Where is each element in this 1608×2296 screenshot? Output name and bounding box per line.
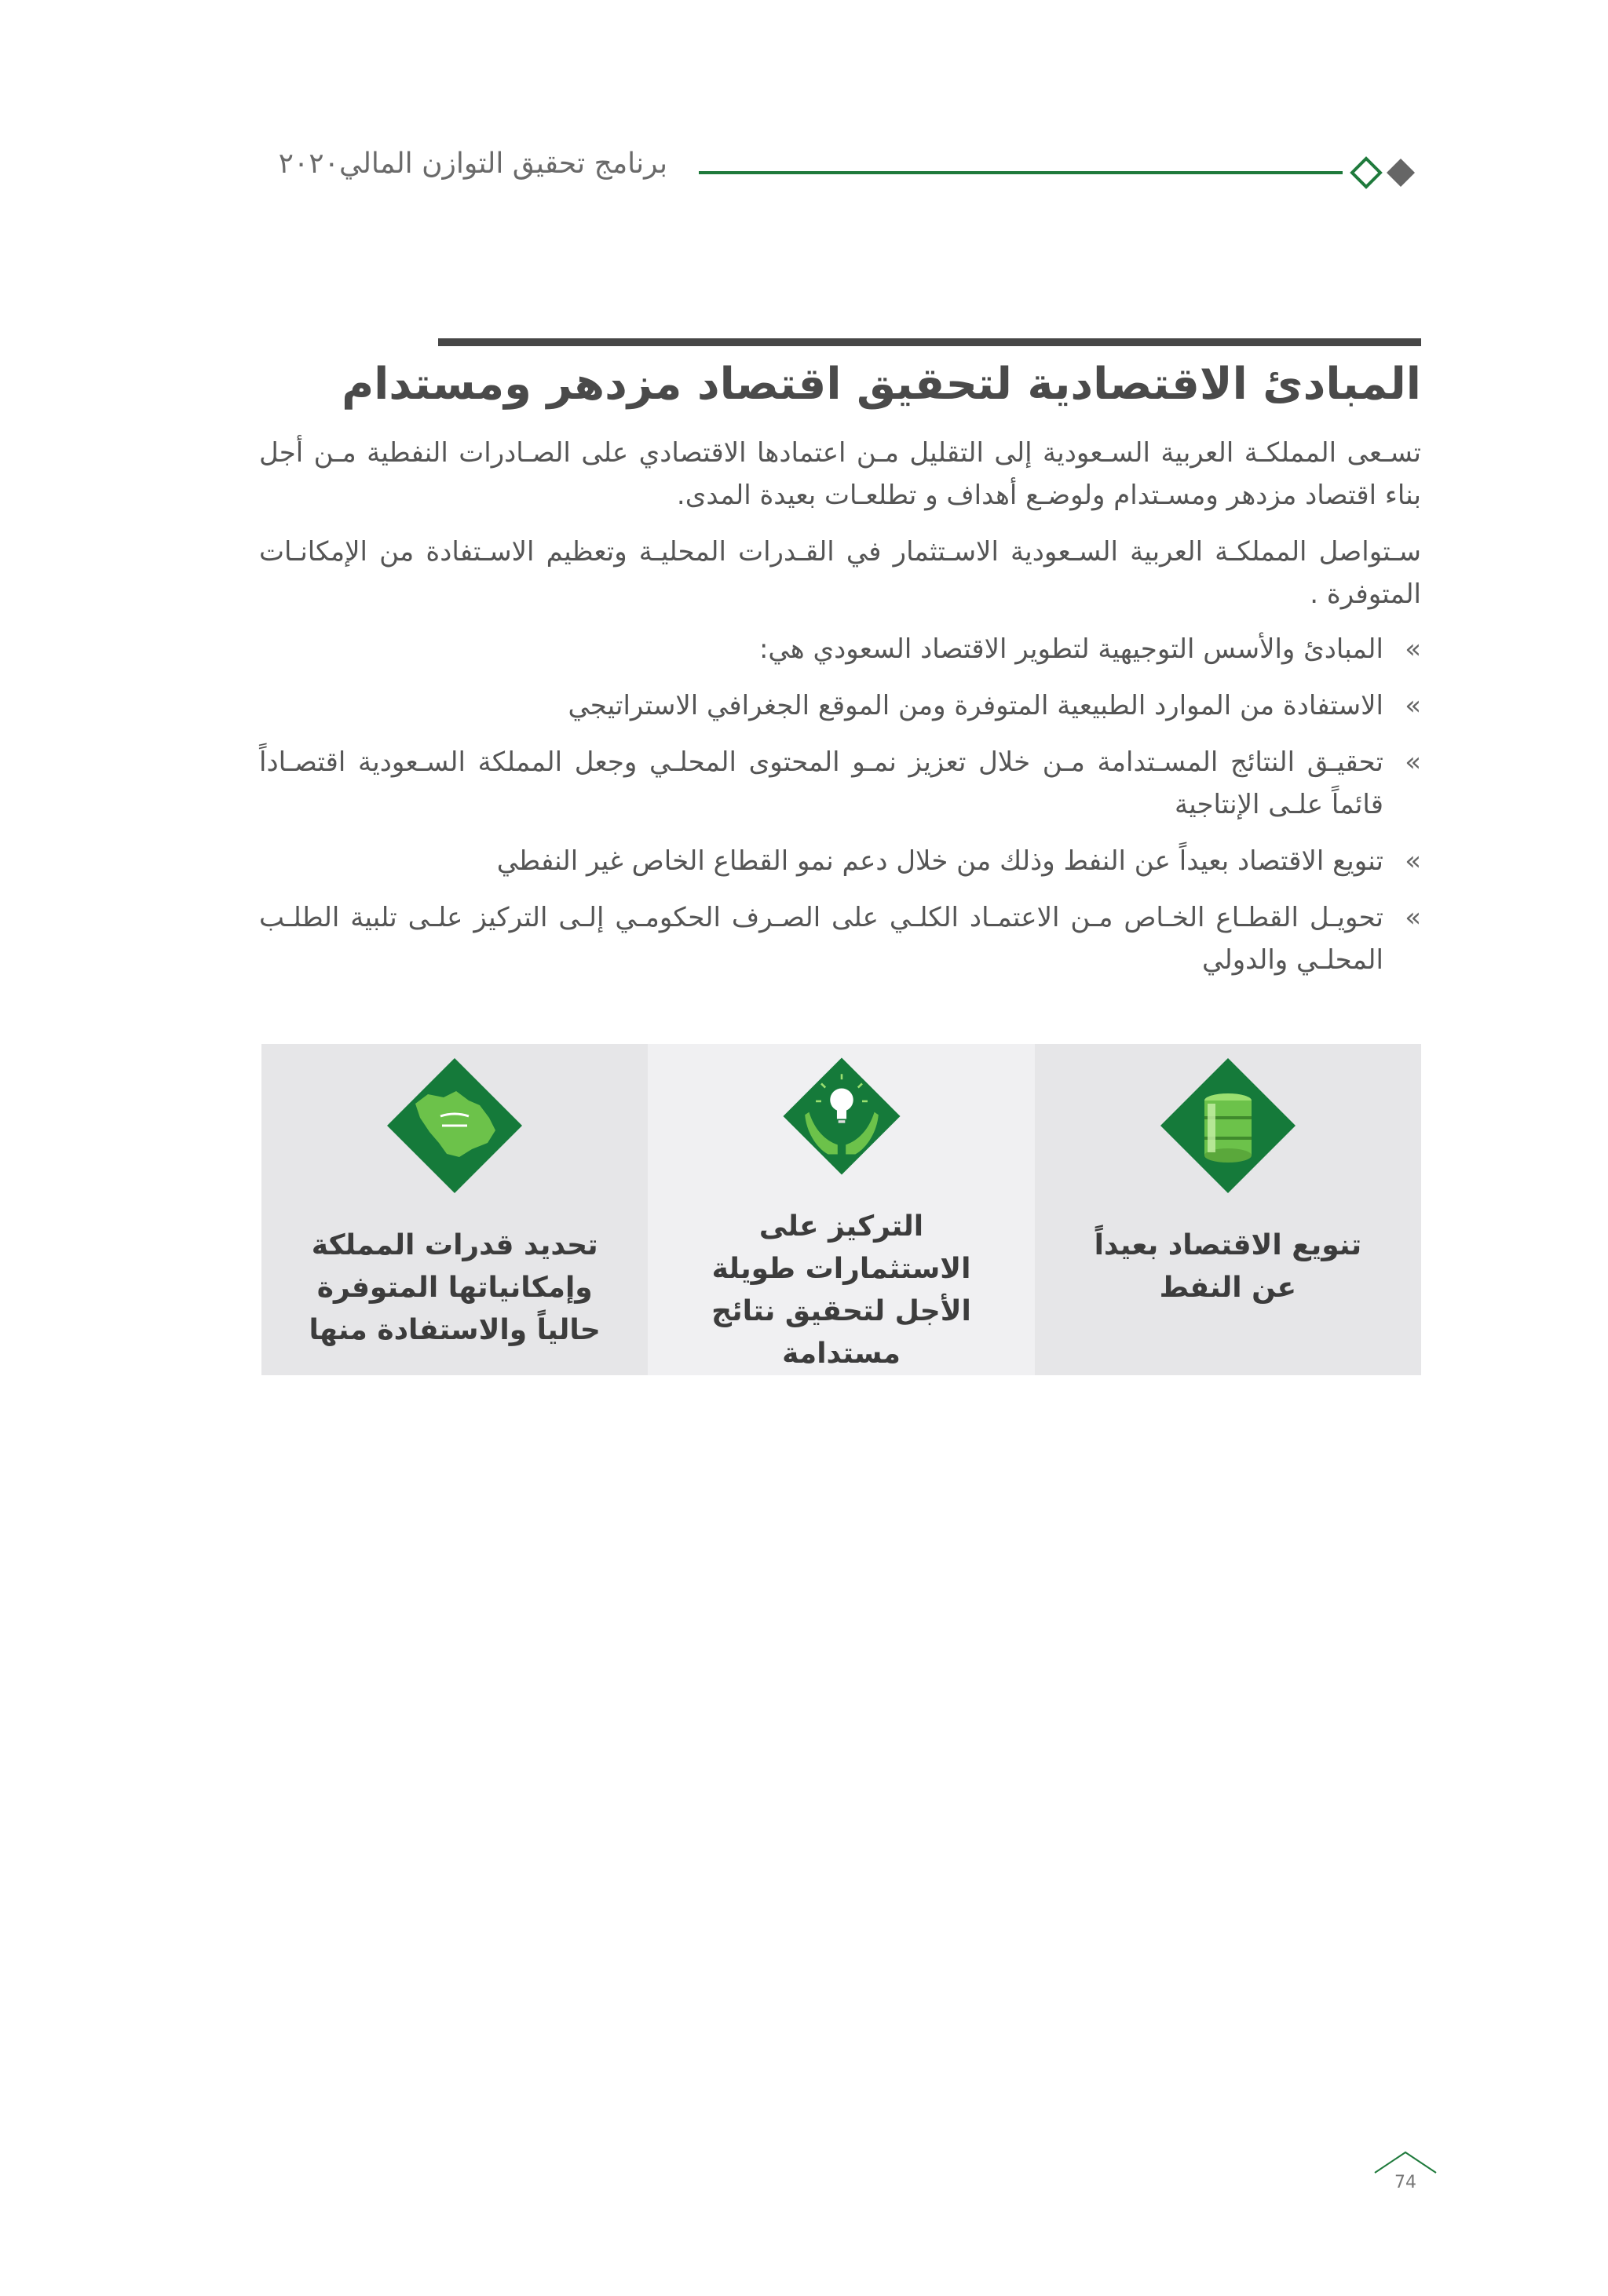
list-item-text: تنويع الاقتصاد بعيداً عن النفط وذلك من خلال دعم نمو القطاع الخاص غير النفطي [496, 845, 1383, 877]
list-item [259, 684, 1421, 727]
principles-cards [261, 1044, 1421, 1375]
list-item [259, 741, 1421, 826]
page-number-text: 74 [1394, 2173, 1416, 2192]
section-rule [438, 338, 1421, 346]
list-item [259, 840, 1421, 882]
paragraph-1: تسـعى المملكـة العربية السـعودية إلى التقليل مـن اعتمادها الاقتصادي على الصـادرات النفطية مـن أجل بناء اقتصاد مزدهر ومسـتدام ولوضـع أهداف و تطلعـات بعيدة المدى. [259, 437, 1421, 511]
list-item-text: تحقيـق النتائج المسـتدامة مـن خلال تعزيز نمـو المحتوى المحلـي وجعل المملكة السـعودية اقتصـاداً قائماً علـى الإنتاجية [259, 746, 1383, 820]
header-title: برنامج تحقيق التوازن المالي٢٠٢٠ [278, 148, 667, 180]
saudi-map-icon [384, 1055, 525, 1196]
card-diversify-economy [1035, 1044, 1421, 1375]
list-item [259, 628, 1421, 670]
card-label: التركيز على الاستثمارات طويلة الأجل لتحقيق نتائج مستدامة [711, 1210, 971, 1370]
list-item-text: الاستفادة من الموارد الطبيعية المتوفرة ومن الموقع الجغرافي الاستراتيجي [568, 690, 1383, 721]
card-label: تحديد قدرات المملكة وإمكانياتها المتوفرة حالياً والاستفادة منها [309, 1229, 601, 1346]
bullet-marker-icon: » [1405, 690, 1421, 721]
diamond-ornament-icon [1349, 155, 1421, 190]
list-item [259, 896, 1421, 981]
card-kingdom-capabilities [261, 1044, 648, 1375]
principles-list [259, 628, 1421, 995]
section-title: المبادئ الاقتصادية لتحقيق اقتصاد مزدهر ومستدام [342, 359, 1421, 410]
paragraph-2: سـتواصل المملكـة العربية السـعودية الاسـتثمار في القـدرات المحليـة وتعظيم الاسـتفادة من الإمكانـات المتوفرة . [259, 536, 1421, 610]
lightbulb-hands-icon [771, 1055, 912, 1177]
card-long-term-investment [648, 1044, 1034, 1375]
page-number [1370, 2149, 1441, 2196]
list-item-text: المبادئ والأسس التوجيهية لتطوير الاقتصاد السعودي هي: [758, 633, 1383, 665]
bullet-marker-icon: » [1405, 746, 1421, 778]
bullet-marker-icon: » [1405, 633, 1421, 665]
oil-barrel-icon [1157, 1055, 1299, 1196]
page-header [259, 141, 1421, 204]
bullet-marker-icon: » [1405, 845, 1421, 877]
card-label: تنويع الاقتصاد بعيداً عن النفط [1094, 1229, 1362, 1304]
list-item-text: تحويـل القطـاع الخـاص مـن الاعتمـاد الكلـي على الصـرف الحكومـي إلـى التركيز علـى تلبية الطلـب المحلـي والدولي [259, 902, 1383, 976]
header-rule [699, 171, 1343, 174]
bullet-marker-icon: » [1405, 902, 1421, 933]
